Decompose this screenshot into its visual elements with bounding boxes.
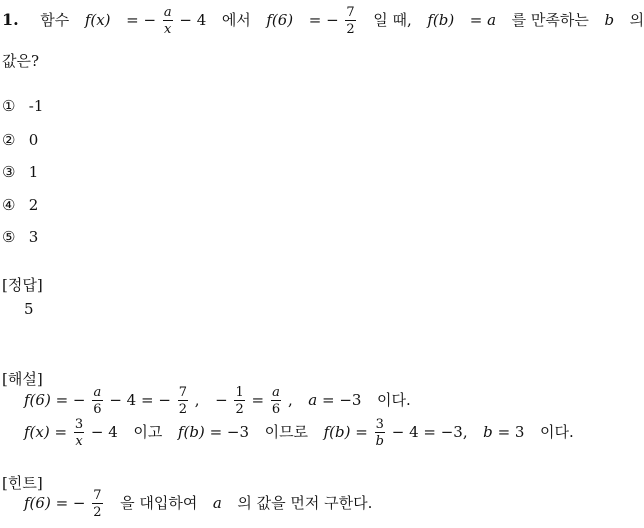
expl2-text-m: 이므로 [264, 423, 309, 441]
expl1-minus: − [215, 391, 228, 409]
question-text-1: 함수 [40, 11, 70, 29]
expl2-eq1: = [54, 423, 68, 441]
question-text-3: 일 때, [373, 11, 412, 29]
explanation-line-1 [24, 386, 411, 416]
choice-mark-3: ③ [2, 163, 16, 181]
expl2-eq2: = [355, 423, 368, 441]
fraction-numerator: 7 [93, 488, 102, 503]
expl2-calc: − 4 = −3, [391, 423, 468, 441]
expl1-tail: 이다. [377, 391, 411, 409]
choice-1[interactable] [2, 97, 43, 115]
expl1-f6: f(6) [24, 391, 51, 409]
fraction-denominator: 2 [235, 402, 244, 417]
question-line-2: 값은? [2, 52, 40, 70]
expl2-fb: f(b) [177, 423, 205, 441]
expl2-b: b [483, 423, 493, 441]
choice-value-2: 0 [28, 131, 39, 149]
expl1-a-val: = −3 [322, 391, 362, 409]
fraction-denominator: 6 [93, 402, 102, 417]
expl2-fx: f(x) [24, 423, 50, 441]
choice-5[interactable] [2, 228, 38, 246]
expl2-frac-3-over-b [375, 418, 385, 448]
question-text-4: 를 만족하는 [511, 11, 589, 29]
question-text-5: 의 [629, 11, 644, 29]
equals-sign: = [126, 11, 139, 29]
minus-sign: − [143, 11, 157, 29]
expl2-fb-val: = −3 [209, 423, 250, 441]
fraction-numerator: 3 [375, 417, 384, 432]
fraction-denominator: 2 [346, 22, 355, 37]
fb-term: f(b) [427, 11, 455, 29]
answer-value: 5 [24, 300, 34, 318]
choice-value-1: -1 [28, 97, 44, 115]
expl2-b-val: = 3 [497, 423, 525, 441]
choice-4[interactable] [2, 196, 38, 214]
hint-text-2: 의 값을 먼저 구한다. [237, 494, 373, 512]
choice-2[interactable] [2, 131, 38, 149]
fraction-denominator: x [164, 22, 172, 37]
expl2-frac-3-over-x [74, 418, 84, 448]
choice-mark-2: ② [2, 131, 16, 149]
expl1-comma2: , [287, 391, 293, 409]
hint-text-1: 을 대입하여 [120, 494, 198, 512]
question-text-2: 에서 [221, 11, 251, 29]
choice-value-4: 2 [28, 196, 39, 214]
expl2-tail: 이다. [540, 423, 574, 441]
fraction-numerator: 1 [235, 385, 244, 400]
fraction-numerator: 7 [178, 385, 187, 400]
fraction-denominator: b [375, 434, 384, 449]
fraction-denominator: x [75, 434, 83, 449]
expl1-minus4: − 4 = − [109, 391, 171, 409]
expl1-frac-a-over-6b [271, 386, 281, 416]
fx-term: f(x) [84, 11, 111, 29]
f6-term: f(6) [266, 11, 294, 29]
fraction-numerator: 3 [74, 417, 84, 432]
fraction-denominator: 6 [271, 402, 281, 417]
expl1-frac-a-over-6 [92, 386, 102, 416]
expl1-eq2: = [251, 391, 265, 409]
fraction-a-over-x [163, 6, 173, 36]
expl2-minus4: − 4 [90, 423, 118, 441]
expl2-text-i: 이고 [133, 423, 163, 441]
choice-mark-1: ① [2, 97, 16, 115]
hint-label: [힌트] [2, 474, 43, 492]
hint-f6: f(6) [24, 494, 51, 512]
fraction-denominator: 2 [178, 402, 187, 417]
equals-minus: = − [308, 11, 339, 29]
choice-value-3: 1 [28, 163, 39, 181]
fraction-numerator: a [163, 5, 172, 20]
expl1-a: a [308, 391, 318, 409]
fraction-numerator: a [272, 385, 280, 400]
choice-3[interactable] [2, 163, 38, 181]
choice-mark-4: ④ [2, 196, 16, 214]
explanation-label: [해설] [2, 370, 43, 388]
equals-sign-2: = [469, 11, 483, 29]
a-variable: a [487, 11, 497, 29]
hint-eq: = − [55, 494, 86, 512]
fraction-numerator: 7 [346, 5, 355, 20]
fraction-denominator: 2 [93, 505, 102, 520]
expl1-frac-7-over-2 [178, 386, 188, 416]
question-number: 1. [2, 10, 19, 29]
choice-mark-5: ⑤ [2, 228, 16, 246]
expl1-frac-1-over-2 [234, 386, 244, 416]
expl2-fb2: f(b) [323, 423, 351, 441]
choice-value-5: 3 [28, 228, 39, 246]
question-line-1 [2, 6, 644, 36]
expl1-comma1: , [194, 391, 200, 409]
fraction-numerator: a [93, 385, 102, 400]
b-variable: b [604, 11, 615, 29]
minus-four: − 4 [179, 11, 207, 29]
expl1-eq1: = − [55, 391, 86, 409]
hint-line [24, 489, 372, 519]
explanation-line-2 [24, 418, 574, 448]
hint-a: a [212, 494, 222, 512]
hint-frac-7-over-2 [92, 489, 102, 519]
answer-label: [정답] [2, 276, 43, 294]
fraction-7-over-2 [345, 6, 355, 36]
